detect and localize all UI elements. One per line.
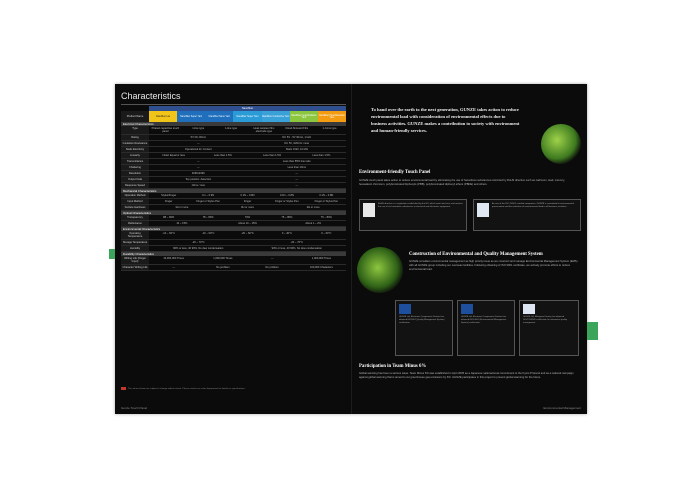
- table-cell: —: [196, 142, 200, 145]
- cert-text-2: GUNZE Ltd. Electronic Components Division has obtained ISO14001 (Environmental Management System) certification.: [461, 316, 507, 324]
- certification-logo-icon: [523, 304, 535, 314]
- table-cell: Less than 1.5%: [263, 154, 282, 157]
- table-cell: Less than 85% line ratio: [282, 160, 311, 163]
- leaf-globe-image: [541, 124, 581, 164]
- table-cell: 5V DC 30mA: [190, 136, 206, 139]
- product-header-row: [121, 111, 346, 122]
- sec2-title: Construction of Environmental and Quality Management System: [409, 252, 543, 257]
- section-tab-marker: [587, 322, 598, 340]
- row-label: Response Speed: [121, 183, 149, 188]
- spec-section-heading: Mechanical Characteristics: [121, 189, 346, 193]
- table-cell: 1,000,000 Times: [213, 257, 233, 260]
- table-cell: —: [172, 266, 175, 269]
- table-cell: 75 ~ 80%: [281, 216, 293, 219]
- table-cell: 70%: [244, 216, 251, 219]
- row-label: Reflectance: [121, 221, 149, 226]
- table-cell: About 1 ~ 2%: [305, 222, 321, 225]
- cert-card-2: [457, 300, 515, 356]
- table-cell: 100,000 Characters: [309, 266, 333, 269]
- table-cell: 10ms / max: [191, 184, 205, 187]
- certification-logo-icon: [461, 304, 473, 314]
- table-row: [121, 205, 346, 211]
- row-label: Static Electricity: [121, 147, 149, 152]
- table-cell: 2H or more: [306, 206, 320, 209]
- iso-env-box: [473, 199, 581, 231]
- note-marker: [121, 387, 126, 390]
- sec1-body: GUNZE touch panel takes action to reduce environmental load by eliminating the use of hazardous substances restricted by RoHS directive such as cadmium, lead, mercury, hexavalent chromium, polybrominated biphenyls (PBB), polybrominated diphenyl ethers (PBDE) and others.: [359, 179, 565, 186]
- table-cell: Heat resistant film electrode type: [253, 127, 275, 133]
- table-cell: 78 ~ 83%: [202, 216, 214, 219]
- table-cell: About 10 ~ 15%: [238, 222, 257, 225]
- brochure-spread: [115, 84, 587, 414]
- row-label: Transmittance: [121, 159, 149, 164]
- table-cell: Finger or Stylus Pen: [196, 200, 220, 203]
- row-label: Character Writing Life: [122, 266, 148, 269]
- spec-section-heading: Optical Characteristics: [121, 211, 346, 215]
- table-row: [121, 231, 346, 240]
- table-cell: —: [295, 178, 299, 181]
- intro-statement: To hand over the earth to the next generation, GUNZE takes action to reduce environmental load with consideration of environmental effects due to business activities. GUNZE makes a contribution to society with environment and human-friendly services.: [371, 107, 520, 133]
- table-cell: Finger: [243, 200, 252, 203]
- table-cell: Finger or Stylus Pen: [314, 200, 339, 203]
- table-cell: -20 ~ 60°C: [241, 232, 254, 235]
- sec2-body: GUNZE considers environmental management as high priority issue as we construct and manage Environmental Management System (EMS) with all GUNZE group including our overseas facilities. Following obtaining of ISO 9001 certificate, we actively promote efforts to reduce environmental load.: [409, 260, 578, 271]
- product-header-cell: Nanofiber Super Yarn: [233, 111, 261, 122]
- section-tab-marker: [109, 249, 115, 259]
- table-cell: 0.1N ~ 0.8N: [279, 194, 294, 197]
- cert-text-3: GUNZE Ltd. Moriyama Factory has obtained ISO/TS16949 certification for automotive quality management.: [523, 316, 568, 324]
- table-cell: No problem: [216, 266, 230, 269]
- left-page: [115, 84, 351, 414]
- table-cell: Less than 1.5%: [312, 154, 331, 157]
- footnote: [121, 387, 346, 391]
- row-label: Operation Method: [121, 193, 149, 198]
- row-label: Input Method: [121, 199, 149, 204]
- table-cell: 10 ~ 15%: [176, 222, 188, 225]
- table-cell: -10 ~ 60°C: [162, 232, 175, 235]
- row-label: Chattering: [121, 165, 149, 170]
- table-cell: 0.1N ~ 0.8N: [319, 194, 334, 197]
- table-cell: Finger: [165, 200, 173, 203]
- table-cell: 1-line type: [225, 127, 238, 130]
- row-label: Rating: [121, 135, 149, 140]
- table-cell: 90% or less, 40 90%, No dew condensation: [173, 247, 224, 250]
- rohs-badge-icon: [363, 203, 375, 217]
- table-cell: Operational for Contact: [184, 148, 212, 151]
- table-cell: -20 ~ 70°C: [191, 241, 205, 244]
- table-cell: 90% or less, 40 90%, No dew condensation: [271, 247, 322, 250]
- table-cell: Less than 1.5%: [213, 154, 232, 157]
- table-cell: -10 ~ 60°C: [201, 232, 215, 235]
- table-cell: Top position: detection: [185, 178, 212, 181]
- table-cell: 0.1N ~ 0.8N: [240, 194, 255, 197]
- table-cell: DC 5V - 5V 30mA, 1 kHz: [282, 136, 312, 139]
- sec1-title: Environment-friendly Touch Panel: [359, 170, 431, 175]
- table-cell: 3H or more: [175, 206, 189, 209]
- table-cell: 1,000,000 Times: [311, 257, 331, 260]
- table-cell: Less than 10ms: [287, 166, 306, 169]
- table-cell: 0.1 ~ 0.9N: [202, 194, 215, 197]
- product-header-cell: Nanofiber Nano Yarn: [205, 111, 233, 122]
- product-header-cell: Nanofiber Super Yarn: [177, 111, 205, 122]
- table-cell: —: [295, 184, 299, 187]
- table-row: [121, 126, 346, 135]
- table-row: [121, 256, 346, 265]
- left-folio: Gunze Touch Panel: [121, 406, 148, 410]
- band-label: Nanofiber: [149, 106, 346, 111]
- table-cell: 0 ~ 60°C: [321, 232, 332, 235]
- cert-card-3: [519, 300, 579, 356]
- table-cell: Initial: Equal or less: [162, 154, 185, 157]
- table-cell: Finger or Stylus Pen: [275, 200, 299, 203]
- cert-text-1: GUNZE Ltd. Electronic Components Division has obtained ISO9001 (Quality Management System) certification.: [399, 316, 445, 324]
- product-header-cell: Nanofiber Lite: [149, 111, 177, 122]
- iso-env-box-text: As one of the ISO 14001 certified companies, GUNZE is committed to environmental preservation and the reduction of environmental load in all business activities.: [492, 203, 574, 208]
- table-row: [121, 183, 346, 189]
- table-cell: —: [270, 257, 274, 260]
- title-rule: [121, 104, 346, 105]
- table-cell: -20 ~ 70°C: [290, 241, 303, 244]
- row-label: Output Data: [121, 177, 149, 182]
- table-cell: DC 5V, 1MΩ for more: [284, 142, 310, 145]
- page-title: Characteristics: [121, 91, 181, 101]
- product-header-cell: Nanofiber Conductive Yarn: [262, 111, 290, 122]
- row-label: Linearity: [121, 153, 149, 158]
- footnote-text: The values shown are subject to change without notice. Please contact our sales department for details on specifications.: [128, 388, 246, 391]
- table-cell: 75 ~ 80%: [320, 216, 332, 219]
- table-cell: 10,000,000 Times: [163, 257, 184, 260]
- row-label: Writing Life (Finger Input): [121, 256, 149, 264]
- spec-table: [121, 106, 346, 271]
- row-label: Humidity: [121, 246, 149, 251]
- table-cell: 1-line type: [192, 127, 205, 130]
- table-cell: 0 ~ 40°C: [281, 232, 293, 235]
- table-cell: Pirated capacitive touch panel: [151, 127, 180, 133]
- rohs-box-text: RoHS directive is a regulation established by the EU, which went into force and restricts the use of six hazardous substances in electrical and electronic equipment.: [378, 203, 463, 208]
- table-cell: Cloud-Sintered Film: [285, 127, 309, 130]
- table-cell: —: [295, 172, 299, 175]
- table-cell: 1-Cons type: [322, 127, 337, 130]
- tree-globe-image: [357, 247, 403, 293]
- row-label: Resolution: [121, 171, 149, 176]
- row-label: Transparency: [121, 215, 149, 220]
- table-cell: —: [196, 160, 200, 163]
- row-label: Surface Hardness: [121, 205, 149, 210]
- table-cell: No problem: [265, 266, 279, 269]
- spec-sections: [121, 122, 346, 271]
- table-cell: 88 ~ 90%: [163, 216, 175, 219]
- table-cell: 4096x4096: [191, 172, 205, 175]
- certification-logo-icon: [399, 304, 411, 314]
- right-page: [351, 84, 587, 414]
- table-cell: Stylus/Finger: [161, 194, 177, 197]
- product-header-cell: Nanofiber Long-Distance Yarn: [290, 111, 318, 122]
- product-label: Product Name: [121, 111, 149, 122]
- table-cell: Static 15kV, 10 MΩ: [285, 148, 308, 151]
- row-label: Type: [121, 126, 149, 134]
- table-cell: —: [196, 166, 200, 169]
- spec-section-heading: Durability Characteristics: [121, 252, 346, 256]
- rohs-box: [359, 199, 467, 231]
- table-row: [121, 265, 346, 271]
- product-header-cell: Nanofiber Heat-Resistant Yarn: [318, 111, 346, 122]
- row-label: Operating Temperature: [121, 231, 149, 239]
- sec3-title: Participation in Team Minus 6%: [359, 364, 427, 369]
- spec-section-heading: Electrical Characteristics: [121, 122, 346, 126]
- spec-section-heading: Environmental Characteristics: [121, 227, 346, 231]
- row-label: Storage Temperature: [122, 241, 148, 244]
- cert-card-1: [395, 300, 453, 356]
- sec3-body: Global warming has been a serious issue. Team Minus 6% was established in April 2005 as a Japanese national-level commitment to the Kyoto Protocol and as a national campaign against global warming that is aimed to cut greenhouse gas emissions by 6%. GUNZE participates in this project to prevent global warming for the future.: [359, 372, 574, 379]
- table-row: [121, 221, 346, 227]
- right-folio: Environmental Management: [543, 406, 581, 410]
- table-row: [121, 246, 346, 252]
- table-cell: 3H or more: [241, 206, 254, 209]
- iso-badge-icon: [477, 203, 489, 217]
- row-label: Insulation Resistance: [122, 142, 148, 145]
